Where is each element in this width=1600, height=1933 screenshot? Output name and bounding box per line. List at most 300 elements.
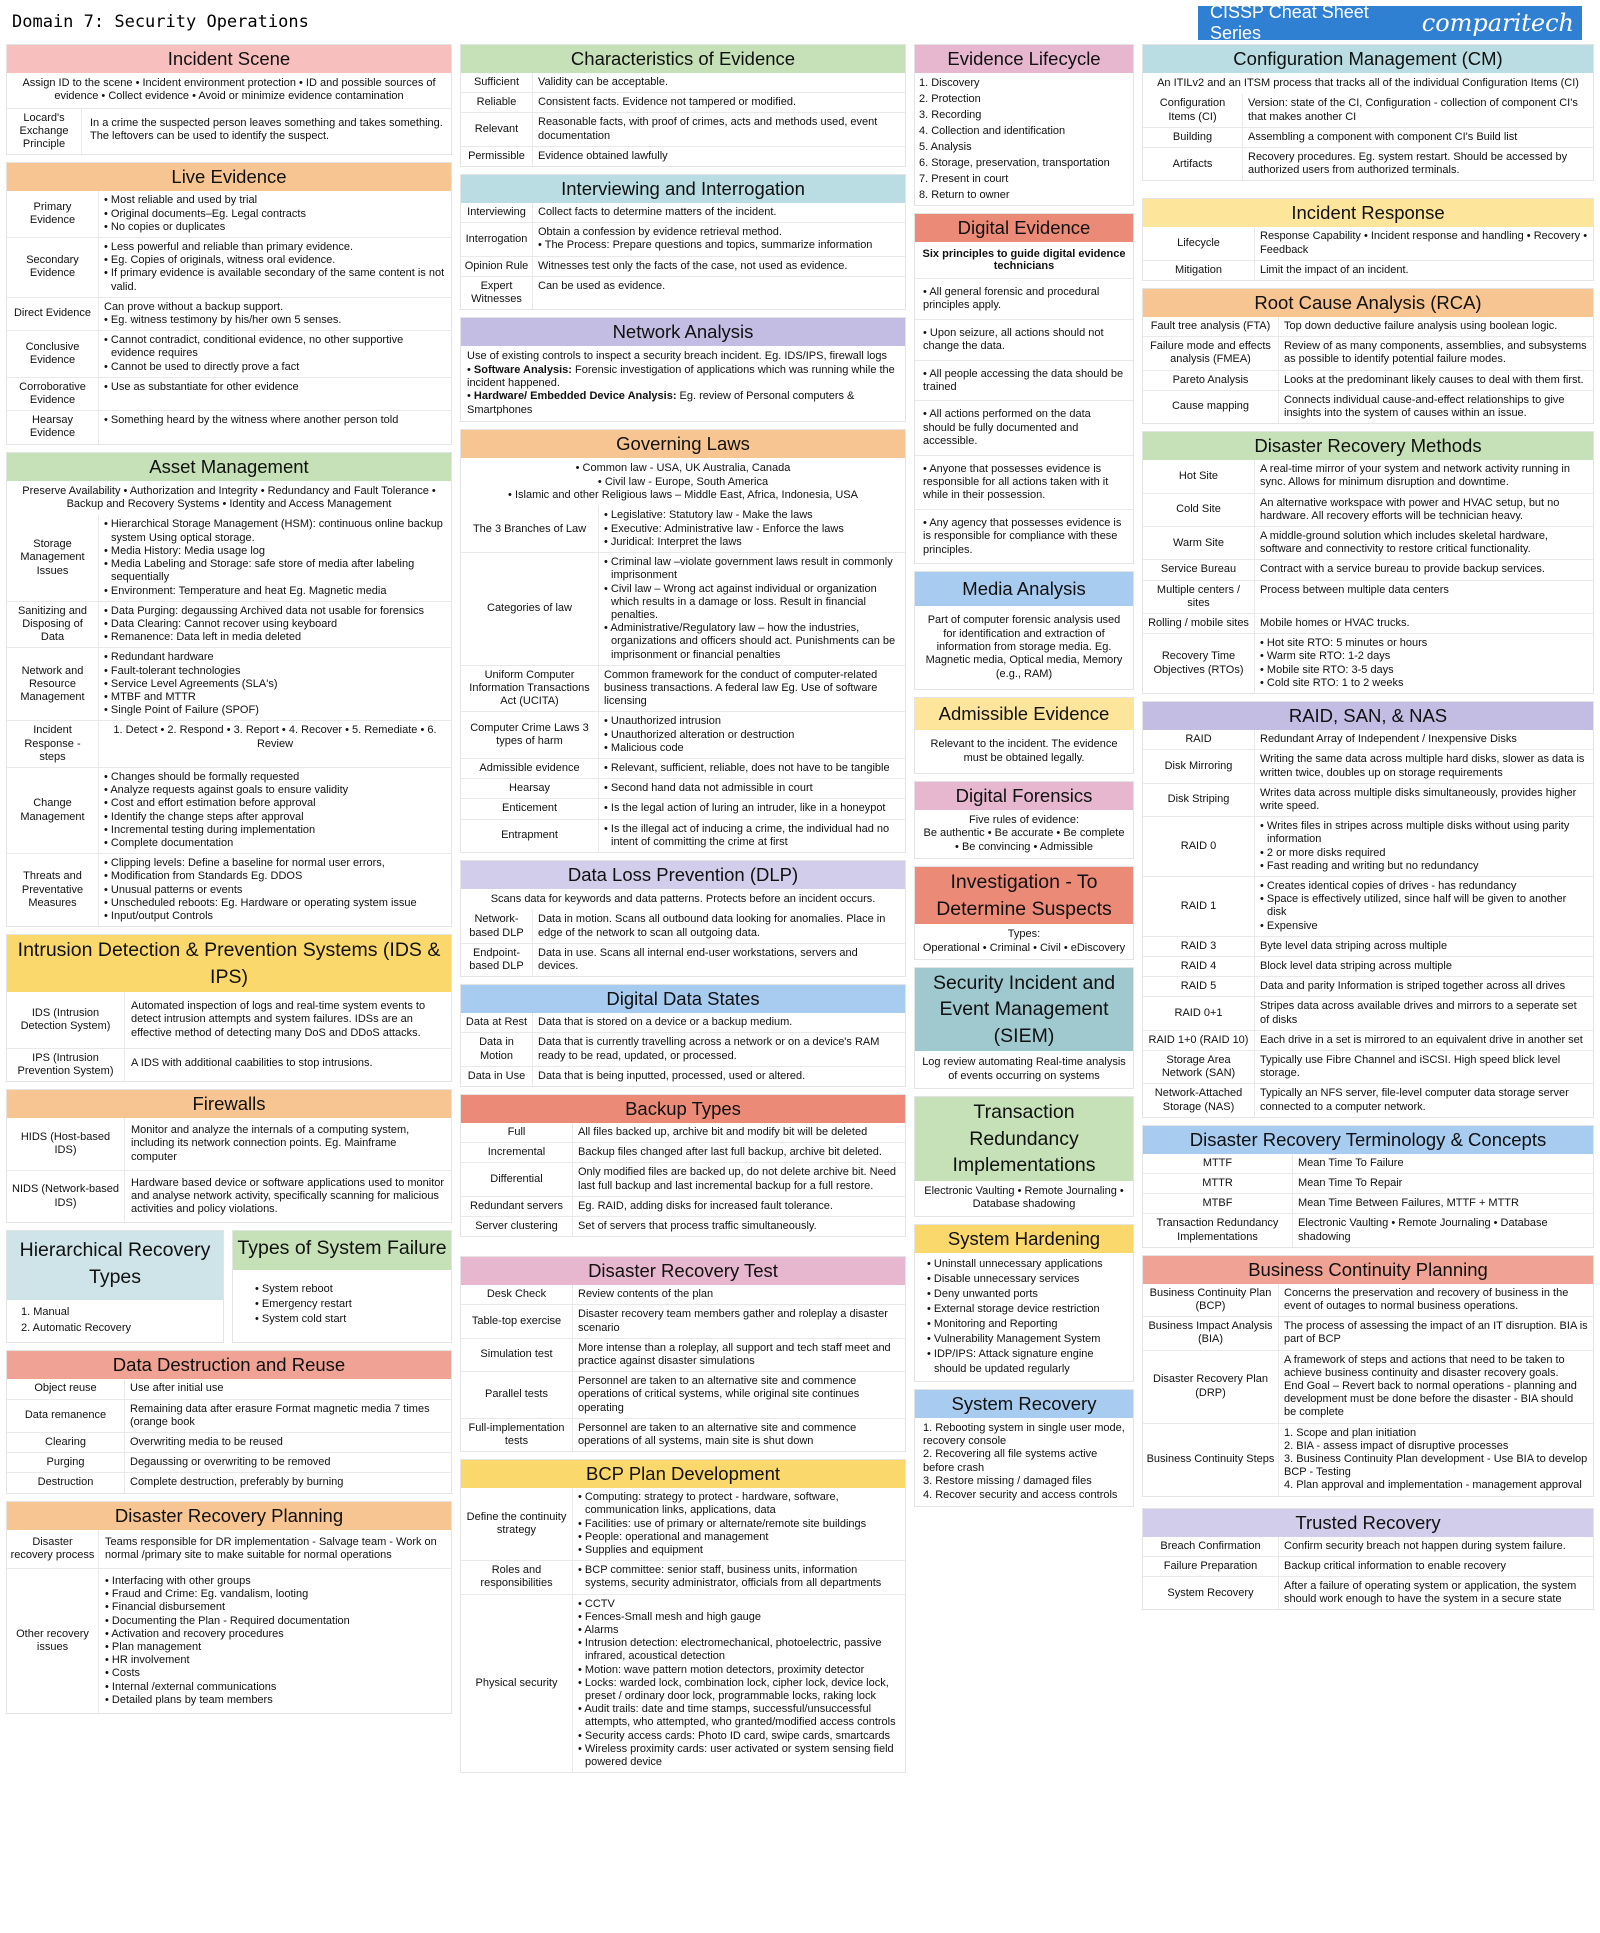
row-value [599,779,905,798]
row-value: Block level data striping across multiple [1260,959,1452,972]
row-value [599,712,905,758]
row-label: MTTR [1143,1174,1293,1193]
row-label: Destruction [7,1473,125,1492]
row-label: RAID 0+1 [1143,997,1255,1029]
row-value [99,854,451,926]
bullet-list [1260,880,1588,933]
list-item: 1. Rebooting system in single user mode, recovery console [923,1421,1125,1447]
table-row [1143,1350,1593,1423]
table-row [461,665,905,712]
table-row [1143,996,1593,1029]
row-label: Configuration Items (CI) [1143,94,1243,126]
row-value: Writing the same data across multiple hard disks, slower as data is written twice, doubles up on storage requirements [1260,753,1585,779]
table-row [1143,526,1593,559]
row-label: Entrapment [461,820,599,852]
table-row [461,506,905,552]
bullet-list [604,715,900,755]
row-value: A middle-ground solution which includes skeletal hardware, software and connectivity to restore critical functionality. [1260,530,1548,556]
row-value: Disaster recovery team members gather and roleplay a disaster scenario [578,1308,888,1334]
section-title: Trusted Recovery [1143,1509,1593,1537]
list-item: • Single Point of Failure (SPOF) [104,704,446,717]
rows-container [461,1123,905,1236]
row-line: A framework of steps and actions that need to be taken to achieve business continuity and disaster recovery goals. [1284,1353,1565,1379]
section-dr-test [460,1256,906,1452]
list-item: • Locks: warded lock, combination lock, cipher lock, device lock, preset / ordinary door lock, programmable locks, raking lock [578,1677,900,1703]
section-title: Transaction Redundancy Implementations [915,1097,1133,1181]
row-label: Purging [7,1453,125,1472]
table-row [7,108,451,155]
list-item: • Vulnerability Management System [927,1332,1127,1347]
row-label: Table-top exercise [461,1305,573,1337]
section-title: Digital Data States [461,985,905,1013]
table-row [461,276,905,309]
list-item: • Something heard by the witness where another person told [104,414,446,427]
investigation-types-label: Types: [1007,928,1041,941]
row-label: Uniform Computer Information Transactions Act (UCITA) [461,666,599,712]
section-title: Governing Laws [461,430,905,458]
column-1 [6,44,452,1714]
list-item: • Is the legal action of luring an intruder, like in a honeypot [604,802,900,815]
row-value: Teams responsible for DR implementation - Salvage team - Work on normal /primary site to make suitable for normal operations [105,1535,437,1561]
list-item: • Eg. witness testimony by his/her own 5 senses. [104,314,446,327]
row-label: Network-Attached Storage (NAS) [1143,1084,1255,1116]
row-label: Parallel tests [461,1372,573,1418]
table-row [7,377,451,410]
section-title: Digital Forensics [915,782,1133,810]
table-row [1143,559,1593,579]
table-row [1143,936,1593,956]
section-backup-types [460,1094,906,1237]
row-label: HIDS (Host-based IDS) [7,1118,125,1170]
principle-text: Upon seizure, all actions should not change the data. [923,326,1104,353]
row-value: Typically an NFS server, file-level computer data storage server connected to a computer network. [1260,1087,1569,1113]
section-governing-laws [460,429,906,853]
row-label: Full [461,1123,573,1142]
row-label: Hearsay Evidence [7,411,99,443]
section-dr-planning [6,1501,452,1714]
section-title: Digital Evidence [915,214,1133,242]
list-item: • Interfacing with other groups [105,1575,445,1588]
row-value: A IDS with additional caabilities to stop intrusions. [131,1056,373,1069]
list-item: • Internal /external communications [105,1681,445,1694]
row-value [599,799,905,818]
digital-forensics-body [915,810,1133,858]
row-value: Backup critical information to enable recovery [1284,1559,1506,1572]
row-value: Validity can be acceptable. [538,76,669,88]
row-label: Data remanence [7,1400,125,1432]
table-row [461,203,905,222]
table-row [1143,1576,1593,1609]
table-row [1143,633,1593,693]
section-incident-scene [6,44,452,155]
principle-item: • Any agency that possesses evidence is is responsible for compliance with these principles. [915,509,1133,563]
bullet-list [104,314,446,327]
table-row [7,237,451,297]
row-value: Data that is currently travelling across a network or on a device's RAM ready to be read, updated, or processed. [538,1036,880,1062]
list-item: • Warm site RTO: 1-2 days [1260,650,1588,663]
row-label: Primary Evidence [7,191,99,237]
table-row [1143,260,1593,280]
section-dlp [460,860,906,977]
admissible-evidence-text: Relevant to the incident. The evidence must be obtained legally. [930,738,1118,764]
table-row [1143,1083,1593,1116]
table-row [461,1196,905,1216]
list-item: • Activation and recovery procedures [105,1628,445,1641]
bullet-list [1260,820,1588,873]
table-row [1143,370,1593,390]
list-item: 3. Recording [919,109,982,121]
table-row [7,1118,451,1170]
table-row [461,943,905,976]
table-row [1143,816,1593,876]
table-row [1143,1284,1593,1316]
list-item: • Motion: wave pattern motion detectors, proximity detector [578,1664,900,1677]
table-row [1143,783,1593,816]
table-row [1143,956,1593,976]
hardware-analysis-text: Eg. review of Personal computers & Smartphones [467,390,855,416]
list-item: • Remanence: Data left in media deleted [104,631,446,644]
section-network-analysis [460,317,906,422]
rows-container [1143,1284,1593,1496]
row-value: Top down deductive failure analysis using boolean logic. [1284,320,1558,333]
bullet-list [578,1491,900,1557]
list-item: • Civil law - Europe, South America [597,475,769,488]
list-item: • Modification from Standards Eg. DDOS [104,870,446,883]
row-label: Business Continuity Plan (BCP) [1143,1284,1279,1316]
row-value: Contract with a service bureau to provide backup services. [1260,563,1545,576]
section-intro: An ITILv2 and an ITSM process that tracks all of the individual Configuration Items (CI) [1157,77,1579,89]
row-value: Data in motion. Scans all outbound data looking for anomalies. Place in edge of the network to scan all outgoing data. [538,913,886,939]
section-asset-management [6,452,452,928]
rows-container [1143,1537,1593,1610]
principle-text: All actions performed on the data should be fully documented and accessible. [923,408,1091,448]
section-bcp-plan [460,1459,906,1773]
section-title: Business Continuity Planning [1143,1256,1593,1284]
table-row [461,1142,905,1162]
list-item: • System cold start [255,1312,445,1327]
row-label: Differential [461,1163,573,1195]
rows-container [7,1530,451,1713]
network-analysis-line: Use of existing controls to inspect a security breach incident. Eg. IDS/IPS, firewall logs [467,350,888,363]
row-label: Disk Mirroring [1143,750,1255,782]
table-row [1143,147,1593,180]
table-row [461,1123,905,1142]
section-interviewing [460,174,906,310]
table-row [7,410,451,443]
table-row [1143,493,1593,526]
bullet-list [104,771,446,850]
row-label: RAID [1143,730,1255,749]
row-label: Disaster Recovery Plan (DRP) [1143,1351,1279,1423]
row-label: Desk Check [461,1285,573,1304]
list-item: • Executive: Administrative law - Enforce the laws [604,523,900,536]
list-item: • Environment: Temperature and heat Eg. Magnetic media [104,585,446,598]
table-row [461,1032,905,1065]
section-system-hardening [914,1224,1134,1382]
list-item: • Plan management [105,1641,445,1654]
list-item: • Wireless proximity cards: user activated or system sensing field powered device [578,1743,900,1769]
row-value [599,506,905,552]
section-system-recovery [914,1389,1134,1507]
list-item: 2. Protection [919,93,981,105]
bullet-list [104,334,446,374]
row-value: Reasonable facts, with proof of crimes, acts and methods used, event documentation [538,116,878,142]
table-row [7,330,451,377]
list-item: • MTBF and MTTR [104,691,446,704]
table-row [7,647,451,720]
row-label: Expert Witnesses [461,277,533,309]
bullet-list [604,823,900,849]
row-value: In a crime the suspected person leaves something and takes something. The leftovers can be used to identify the suspect. [90,116,443,143]
section-incident-response [1142,198,1594,281]
section-data-destruction [6,1350,452,1493]
row-value: Review of as many components, assemblies, and subsystems as possible to identify potential failure modes. [1284,340,1587,366]
row-value: Typically use Fibre Channel and iSCSI. High speed blick level storage. [1260,1053,1561,1080]
principle-text: All general forensic and procedural principles apply. [923,286,1100,312]
bullet-list [104,381,446,394]
list-item: 2. Recovering all file systems active before crash [923,1448,1098,1474]
bullet-list [604,782,900,795]
rows-container [461,1285,905,1451]
row-label: Pareto Analysis [1143,371,1279,390]
list-item: • Creates identical copies of drives - has redundancy [1260,880,1588,893]
row-value: Process between multiple data centers [1260,583,1449,596]
rows-container [1143,227,1593,280]
table-row [7,767,451,853]
section-firewalls [6,1089,452,1223]
row-value [599,553,905,665]
table-row [7,1048,451,1081]
list-item: • Is the illegal act of inducing a crime, the individual had no intent of committing the crime at first [604,823,900,849]
list-item: • Cannot be used to directly prove a fact [104,361,446,374]
row-label: Locard's Exchange Principle [7,109,82,155]
table-row [1143,749,1593,782]
transaction-redundancy-text: Electronic Vaulting • Remote Journaling • Database shadowing [924,1184,1124,1211]
list-item: • Fast reading and writing but no redundancy [1260,860,1588,873]
bullet-list [1260,637,1588,690]
domain-title: Domain 7: Security Operations [12,12,309,32]
list-item: • Unscheduled reboots: Eg. Hardware or operating system issue [104,897,446,910]
row-value [573,1488,905,1560]
row-value: Automated inspection of logs and real-time system events to detect intrusion attempts and system failures. IDSs are an effective method of detecting many DoS and DDoS attacks. [131,1000,426,1039]
row-value: Version: state of the CI, Configuration - collection of component CI's that makes another CI [1248,97,1578,123]
column-4 [1142,44,1594,1610]
column-2 [460,44,906,1773]
row-line: 1. Scope and plan initiation [1284,1426,1417,1439]
principle-item: • All actions performed on the data should be fully documented and accessible. [915,400,1133,454]
table-row [7,720,451,767]
row-label: Incremental [461,1143,573,1162]
rows-container [7,1118,451,1222]
section-digital-evidence [914,213,1134,564]
list-item: • If primary evidence is available secondary of the same content is not valid. [104,267,446,293]
list-item: • Expensive [1260,920,1588,933]
list-item: • Changes should be formally requested [104,771,446,784]
section-title: Evidence Lifecycle [915,45,1133,73]
row-label: Storage Management Issues [7,515,99,600]
list-item: • Monitoring and Reporting [927,1317,1127,1332]
row-value: Set of servers that process traffic simultaneously. [578,1220,817,1232]
bullet-list [104,518,446,597]
section-bcp [1142,1255,1594,1497]
table-row [461,552,905,665]
row-label: RAID 0 [1143,817,1255,876]
table-row [1143,876,1593,936]
digital-evidence-subhead: Six principles to guide digital evidence technicians [915,242,1133,279]
rows-container [7,515,451,926]
rows-container [461,73,905,166]
software-analysis-text: Forensic investigation of applications which was running while the incident happened. [467,363,895,390]
row-value: Hardware based device or software applications used to monitor and analyse network activity, specifically scanning for malicious activities and policy violations. [131,1176,445,1216]
row-label: The 3 Branches of Law [461,506,599,552]
row-label: Redundant servers [461,1197,573,1216]
list-item: • Data Clearing: Cannot recover using keyboard [104,618,446,631]
principles-list [915,279,1133,563]
row-value: More intense than a roleplay, all support and tech staff meet and practice against disaster simulations [578,1341,891,1368]
row-label: Hearsay [461,779,599,798]
list-item: • Unusual patterns or events [104,884,446,897]
section-config-management [1142,44,1594,181]
table-row [7,1472,451,1492]
table-row [1143,580,1593,613]
list-item: • Legislative: Statutory law - Make the laws [604,509,900,522]
table-row [7,1452,451,1472]
row-value: Backup files changed after last full backup, archive bit deleted. [578,1146,882,1159]
section-digital-data-states [460,984,906,1087]
list-item: • Unauthorized intrusion [604,715,900,728]
table-row [7,601,451,648]
rows-container [1143,317,1593,423]
table-row [1143,390,1593,423]
section-rca [1142,288,1594,424]
section-title: Incident Response [1143,199,1593,227]
section-title: Disaster Recovery Terminology & Concepts [1143,1126,1593,1154]
list-item: 4. Collection and identification [919,125,1066,137]
section-title: Hierarchical Recovery Types [7,1231,223,1300]
row-value [599,759,905,778]
list-item: • Costs [105,1667,445,1680]
list-item: • Input/output Controls [104,910,446,923]
investigation-types: Operational • Criminal • Civil • eDiscovery [922,941,1126,954]
list-item: • Cannot contradict, conditional evidence, no other supportive evidence requires [104,334,446,360]
row-value [99,191,451,237]
row-label: Categories of law [461,553,599,665]
section-digital-forensics [914,781,1134,859]
list-item: • BCP committee: senior staff, business units, information systems, security administrator, officials from all departments [578,1564,900,1590]
row-label: Reliable [461,93,533,112]
list-item: • Financial disbursement [105,1601,445,1614]
section-title: Security Incident and Event Management (SIEM) [915,968,1133,1052]
bullet-list [604,556,900,662]
row-value: Personnel are taken to an alternative site and commence operations of all systems, main site is shut down [578,1421,857,1448]
row-value: Redundant Array of Independent / Inexpensive Disks [1260,733,1517,746]
section-live-evidence [6,162,452,444]
list-item: • System reboot [255,1282,445,1297]
row-label: Endpoint-based DLP [461,944,533,976]
row-label: Clearing [7,1433,125,1452]
row-label: Hot Site [1143,460,1255,492]
table-row [461,222,905,255]
row-label: Roles and responsibilities [461,1561,573,1593]
list-item: 1. Discovery [919,77,980,89]
rows-container [461,1488,905,1772]
section-title: Intrusion Detection & Prevention Systems (IDS & IPS) [7,935,451,992]
list-item: • Eg. Copies of originals, witness oral evidence. [104,254,446,267]
list-item: • Emergency restart [255,1297,445,1312]
row-value: 1. Detect • 2. Respond • 3. Report • 4. Recover • 5. Remediate • 6. Review [113,724,437,750]
row-label: Service Bureau [1143,560,1255,579]
row-label: Direct Evidence [7,298,99,330]
row-value [99,515,451,600]
list-item: • Hot site RTO: 5 minutes or hours [1260,637,1588,650]
table-row [1143,460,1593,492]
bullet-list [538,239,900,252]
row-value: Byte level data striping across multiple [1260,939,1448,952]
list-item: • Relevant, sufficient, reliable, does not have to be tangible [604,762,900,775]
digital-forensics-rules: Be authentic • Be accurate • Be complete • Be convincing • Admissible [923,827,1125,853]
row-value [1279,1424,1593,1496]
bullet-list [104,857,446,923]
rows-container [1143,460,1593,693]
section-title: RAID, SAN, & NAS [1143,702,1593,730]
row-line: 3. Business Continuity Plan development - Use BIA to develop BCP - Testing [1284,1453,1588,1479]
rows-container [7,992,451,1081]
table-row [7,1432,451,1452]
row-label: Permissible [461,147,533,166]
row-value: Degaussing or overwriting to be removed [130,1456,331,1469]
table-row [1143,730,1593,749]
list-item: • Less powerful and reliable than primary evidence. [104,241,446,254]
list-item: • Detailed plans by team members [105,1694,445,1707]
row-label: Other recovery issues [7,1569,99,1713]
table-row [7,191,451,237]
section-title: Disaster Recovery Planning [7,1502,451,1530]
table-row [461,1594,905,1773]
table-row [1143,94,1593,126]
table-row [461,1066,905,1086]
table-row [461,798,905,818]
row-label: System Recovery [1143,1577,1279,1609]
table-row [461,256,905,276]
table-row [1143,227,1593,259]
governing-laws-intro [461,458,905,506]
table-row [7,297,451,330]
table-row [1143,1173,1593,1193]
row-line: Obtain a confession by evidence retrieval method. [538,226,782,239]
bullet-list [104,241,446,294]
section-title: Backup Types [461,1095,905,1123]
software-analysis-line: • Software Analysis: Forensic investigation of applications which was running while the incident happened. [467,363,895,390]
table-row [1143,1050,1593,1083]
list-item: • Redundant hardware [104,651,446,664]
row-label: Interrogation [461,223,533,255]
row-label: Interviewing [461,203,533,222]
row-value: Writes data across multiple disks simultaneously, provides higher write speed. [1260,786,1577,812]
table-row [1143,1556,1593,1576]
section-title: Media Analysis [915,572,1133,606]
row-value [99,602,451,648]
table-row [461,1560,905,1593]
section-title: Live Evidence [7,163,451,191]
list-item: • Alarms [578,1624,900,1637]
row-value: After a failure of operating system or application, the system should work enough to have the system in a secure state [1284,1580,1577,1606]
rows-container [461,203,905,309]
section-dr-methods [1142,431,1594,694]
row-label: NIDS (Network-based IDS) [7,1171,125,1223]
list-item: • Islamic and other Religious laws – Middle East, Africa, Indonesia, USA [508,489,858,502]
row-value: Use after initial use [130,1382,224,1395]
row-label: Business Continuity Steps [1143,1424,1279,1496]
